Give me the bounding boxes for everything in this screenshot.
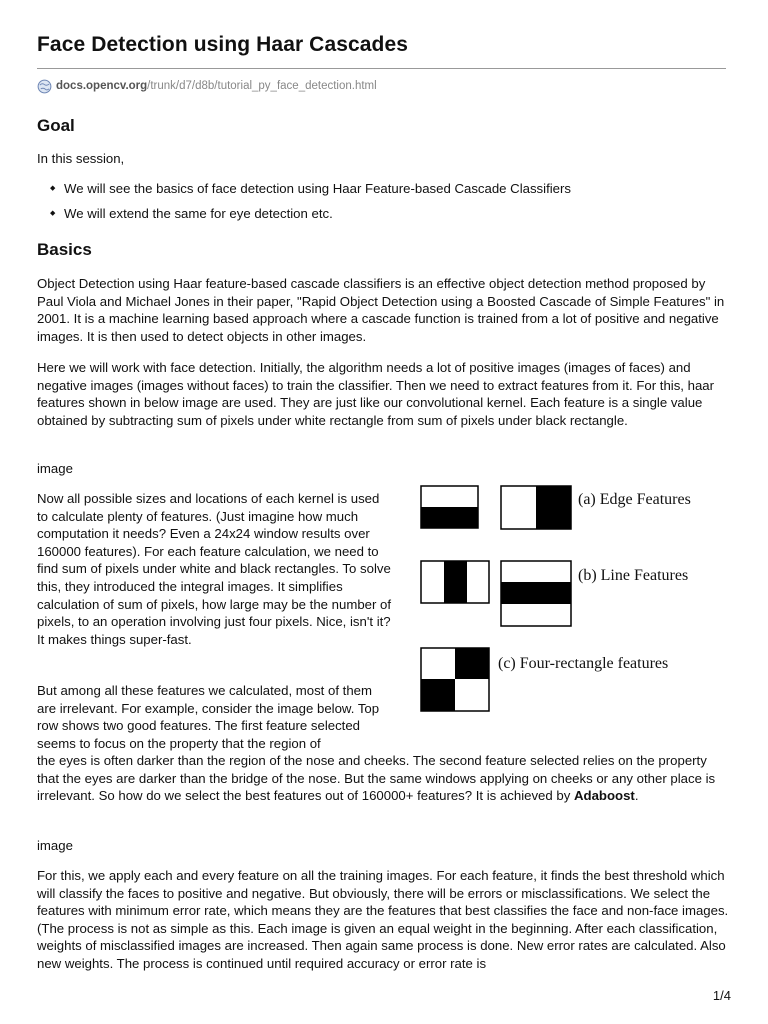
basics-paragraph-4-part-1: But among all these features we calculated, most of them are irrelevant. For example, consider the image below. Top row shows two good features. The first feature selected seems to focus on the property that the region of xyxy=(37,683,380,751)
edge-feature-horizontal xyxy=(421,486,478,528)
caption-four-rectangle-features: (c) Four-rectangle features xyxy=(498,655,669,672)
haar-features-figure xyxy=(418,482,718,718)
basics-heading: Basics xyxy=(37,240,92,259)
basics-paragraph-4-part-2: the eyes is often darker than the region of the nose and cheeks. The second feature selected relies on the property that the eyes are darker than the bridge of the nose. But the same windows applying on cheeks or any other place is irrelevant. So how do we select the best features out of 160000+ features? It is achieved by Adaboost. xyxy=(37,753,716,804)
basics-paragraph-1: Object Detection using Haar feature-based cascade classifiers is an effective object detection method proposed by Paul Viola and Michael Jones in their paper, "Rapid Object Detection using a Boosted Cascade of Simple Features" in 2001. It is a machine learning based approach where a cascade function is trained from a lot of positive and negative images. It is then used to detect objects in other images. xyxy=(37,276,725,344)
source-line xyxy=(37,76,377,96)
source-url[interactable]: docs.opencv.org/trunk/d7/d8b/tutorial_py_face_detection.html xyxy=(56,80,377,92)
line-feature-vertical xyxy=(421,561,489,603)
globe-icon xyxy=(37,79,52,94)
caption-edge-features: (a) Edge Features xyxy=(578,491,691,508)
goal-intro: In this session, xyxy=(37,151,125,166)
list-item: ◆ We will extend the same for eye detection etc. xyxy=(50,205,571,223)
title-divider xyxy=(37,68,726,69)
goal-heading: Goal xyxy=(37,116,75,135)
edge-feature-vertical xyxy=(501,486,571,529)
four-rectangle-feature xyxy=(421,648,489,711)
page-number: 1/4 xyxy=(712,988,731,1003)
basics-paragraph-5: For this, we apply each and every feature on all the training images. For each feature, it finds the best threshold which will classify the faces to positive and negative. But obviously, there will be errors or misclassifications. We select the features with minimum error rate, which means they are the features that best classifies the face and non-face images. (The process is not as simple as this. Each image is given an equal weight in the beginning. After each classification, weights of misclassified images are increased. Then again same process is done. New error rates are calculated. Also new weights. The process is continued until required accuracy or error rate is xyxy=(37,868,729,971)
basics-paragraph-3: Now all possible sizes and locations of each kernel is used to calculate plenty of features. (Just imagine how much computation it needs? Even a 24x24 window results over 160000 features). For each feature calculation, we need to find sum of pixels under white and black rectangles. To solve this, they introduced the integral images. It simplifies calculation of sum of pixels, how large may be the number of pixels, to an operation involving just four pixels. Nice, isn't it? It makes things super-fast. xyxy=(37,491,392,647)
caption-line-features: (b) Line Features xyxy=(578,567,689,584)
page-title: Face Detection using Haar Cascades xyxy=(37,33,409,56)
line-feature-horizontal xyxy=(501,561,571,626)
image-placeholder-label: image xyxy=(37,838,73,853)
goal-bullet-list xyxy=(50,180,571,230)
basics-paragraph-2: Here we will work with face detection. Initially, the algorithm needs a lot of positive images (images of faces) and negative images (images without faces) to train the classifier. Then we need to extract features from it. For this, haar features shown in below image are used. They are just like our convolutional kernel. Each feature is a single value obtained by subtracting sum of pixels under white rectangle from sum of pixels under black rectangle. xyxy=(37,360,715,428)
image-placeholder-label: image xyxy=(37,461,73,476)
list-item: ◆ We will see the basics of face detection using Haar Feature-based Cascade Classifiers xyxy=(50,180,571,198)
adaboost-term: Adaboost xyxy=(574,788,635,804)
